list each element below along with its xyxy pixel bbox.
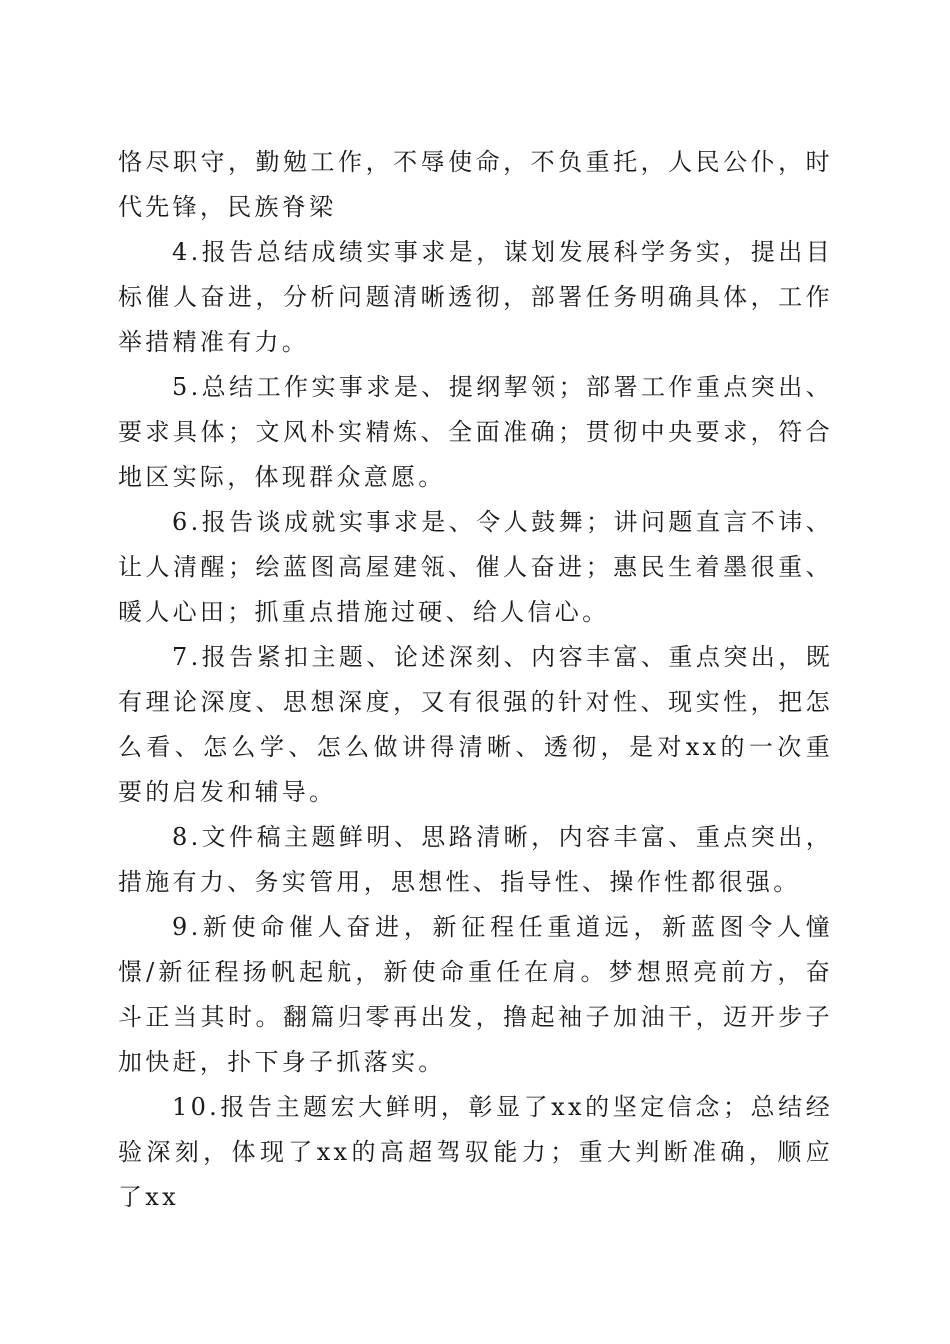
paragraph-item-10: 10.报告主题宏大鲜明，彰显了xx的坚定信念；总结经验深刻，体现了xx的高超驾驭能力；重大判断准确，顺应了xx	[118, 1093, 833, 1211]
paragraph-item-4: 4.报告总结成绩实事求是，谋划发展科学务实，提出目标催人奋进，分析问题清晰透彻，部署任务明确具体，工作举措精准有力。	[118, 238, 833, 356]
paragraph-item-9: 9.新使命催人奋进，新征程任重道远，新蓝图令人憧憬/新征程扬帆起航，新使命重任在肩。梦想照亮前方，奋斗正当其时。翻篇归零再出发，撸起袖子加油干，迈开步子加快赶，扑下身子抓落实。	[118, 913, 833, 1076]
document-body	[118, 140, 833, 1220]
paragraph-item-8: 8.文件稿主题鲜明、思路清晰，内容丰富、重点突出，措施有力、务实管用，思想性、指导性、操作性都很强。	[118, 823, 833, 896]
paragraph-item-7: 7.报告紧扣主题、论述深刻、内容丰富、重点突出，既有理论深度、思想深度，又有很强的针对性、现实性，把怎么看、怎么学、怎么做讲得清晰、透彻，是对xx的一次重要的启发和辅导。	[118, 643, 833, 806]
paragraph-item-6: 6.报告谈成就实事求是、令人鼓舞；讲问题直言不讳、让人清醒；绘蓝图高屋建瓴、催人奋进；惠民生着墨很重、暖人心田；抓重点措施过硬、给人信心。	[118, 508, 833, 626]
paragraph-item-5: 5.总结工作实事求是、提纲挈领；部署工作重点突出、要求具体；文风朴实精炼、全面准确；贯彻中央要求，符合地区实际，体现群众意愿。	[118, 373, 833, 491]
paragraph-continuation: 恪尽职守，勤勉工作，不辱使命，不负重托，人民公仆，时代先锋，民族脊梁	[118, 148, 833, 221]
